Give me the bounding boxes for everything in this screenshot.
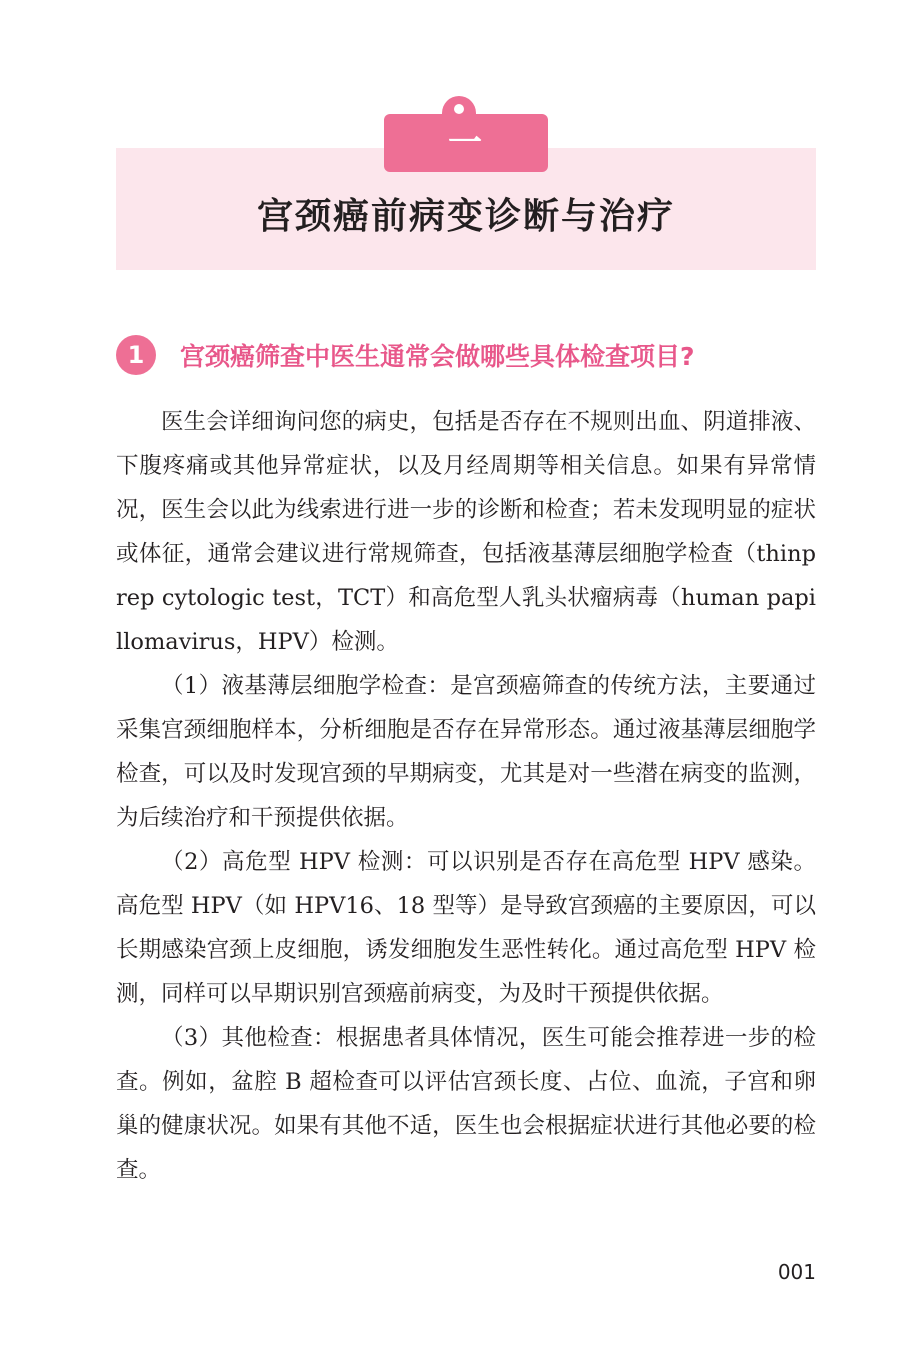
question-heading [116, 333, 816, 377]
chapter-number-tab [384, 114, 548, 172]
paragraph-other-tests: （3）其他检查：根据患者具体情况，医生可能会推荐进一步的检查。例如，盆腔 B 超检查可以评估宫颈长度、占位、血流，子宫和卵巢的健康状况。如果有其他不适，医生也会根据症状进行其他必要的检查。 [116, 1025, 816, 1183]
paragraph-hpv: （2）高危型 HPV 检测：可以识别是否存在高危型 HPV 感染。高危型 HPV（如 HPV16、18 型等）是导致宫颈癌的主要原因，可以长期感染宫颈上皮细胞，诱发细胞发生恶性转化。通过高危型 HPV 检测，同样可以早期识别宫颈癌前病变，为及时干预提供依据。 [116, 849, 816, 1007]
bookmark-ring-hole [454, 104, 464, 114]
paragraph-intro: 医生会详细询问您的病史，包括是否存在不规则出血、阴道排液、下腹疼痛或其他异常症状，以及月经周期等相关信息。如果有异常情况，医生会以此为线索进行进一步的诊断和检查；若未发现明显的症状或体征，通常会建议进行常规筛查，包括液基薄层细胞学检查（thinprep cytologic test，TCT）和高危型人乳头状瘤病毒（human papillomavirus，HPV）检测。 [116, 409, 816, 655]
question-number-badge: 1 [116, 335, 156, 375]
answer-body [116, 400, 816, 1192]
page-number: 001 [777, 1260, 816, 1284]
paragraph-tct: （1）液基薄层细胞学检查：是宫颈癌筛查的传统方法，主要通过采集宫颈细胞样本，分析细胞是否存在异常形态。通过液基薄层细胞学检查，可以及时发现宫颈的早期病变，尤其是对一些潜在病变的监测，为后续治疗和干预提供依据。 [116, 673, 816, 831]
chapter-number: 一 [448, 123, 484, 163]
question-text: 宫颈癌筛查中医生通常会做哪些具体检查项目? [180, 342, 695, 371]
chapter-title: 宫颈癌前病变诊断与治疗 [256, 196, 675, 237]
